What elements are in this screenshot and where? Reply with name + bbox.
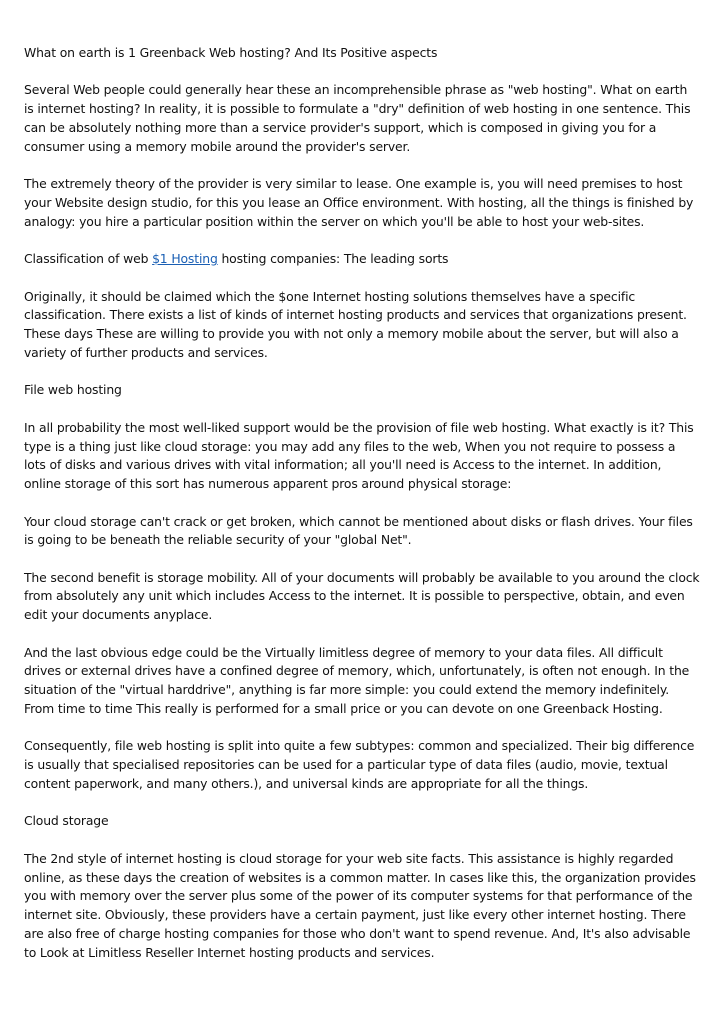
classification-heading xyxy=(24,250,700,269)
paragraph-memory: And the last obvious edge could be the Virtually limitless degree of memory to your data files. All difficult drives or external drives have a confined degree of memory, which, unfortunately, is often not enough. In the situation of the "virtual harddrive", anything is far more simple: you could extend the memory indefinitely. From time to time This really is performed for a small price or you can devote on one Greenback Hosting. xyxy=(24,644,690,717)
hosting-link[interactable]: $1 Hosting xyxy=(152,251,218,267)
section-heading-file-hosting: File web hosting xyxy=(24,382,122,398)
section-heading-cloud-storage: Cloud storage xyxy=(24,813,109,829)
article-body xyxy=(24,44,700,981)
paragraph-file-hosting: In all probability the most well-liked support would be the provision of file web hosting. What exactly is it? This type is a thing just like cloud storage: you may add any files to the web, When you not require to possess a lots of disks and various drives with vital information; all you'll need is Access to the internet. In addition, online storage of this sort has numerous apparent pros around physical storage: xyxy=(24,419,694,492)
paragraph-lease-analogy: The extremely theory of the provider is very similar to lease. One example is, you will need premises to host your Website design studio, for this you lease an Office environment. With hosting, all the things is finished by analogy: you hire a particular position within the server on which you'll be able to host your web-sites. xyxy=(24,176,694,229)
classification-prefix: Classification of web xyxy=(24,251,153,267)
paragraph-security: Your cloud storage can't crack or get broken, which cannot be mentioned about disks or flash drives. Your files is going to be beneath the reliable security of your "global Net". xyxy=(24,513,693,548)
paragraph-classification: Originally, it should be claimed which the $one Internet hosting solutions themselves have a specific classification. There exists a list of kinds of internet hosting products and services that organizations present. These days These are willing to provide you with not only a memory mobile about the server, but will also a variety of further products and services. xyxy=(24,288,687,360)
classification-suffix: hosting companies: The leading sorts xyxy=(217,251,449,267)
paragraph-cloud-storage: The 2nd style of internet hosting is cloud storage for your web site facts. This assistance is highly regarded online, as these days the creation of websites is a common matter. In cases like this, the organization provides you with memory over the server plus some of the power of its computer systems for that performance of the internet site. Obviously, these providers have a certain payment, just like every other internet hosting. There are also free of charge hosting companies for those who don't want to spend revenue. And, It's also advisable to Look at Limitless Reseller Internet hosting products and services. xyxy=(24,850,696,960)
article-title: What on earth is 1 Greenback Web hosting? And Its Positive aspects xyxy=(24,45,438,60)
paragraph-subtypes: Consequently, file web hosting is split into quite a few subtypes: common and specialized. Their big difference is usually that specialised repositories can be used for a particular type of data files (audio, movie, textual content paperwork, and many others.), and universal kinds are appropriate for all the things. xyxy=(24,738,695,792)
paragraph-mobility: The second benefit is storage mobility. All of your documents will probably be available to you around the clock from absolutely any unit which includes Access to the internet. It is possible to perspective, obtain, and even edit your documents anyplace. xyxy=(24,569,700,623)
paragraph-intro: Several Web people could generally hear these an incomprehensible phrase as "web hosting". What on earth is internet hosting? In reality, it is possible to formulate a "dry" definition of web hosting in one sentence. This can be absolutely nothing more than a service provider's support, which is composed in giving you for a consumer using a memory mobile around the provider's server. xyxy=(24,82,691,154)
